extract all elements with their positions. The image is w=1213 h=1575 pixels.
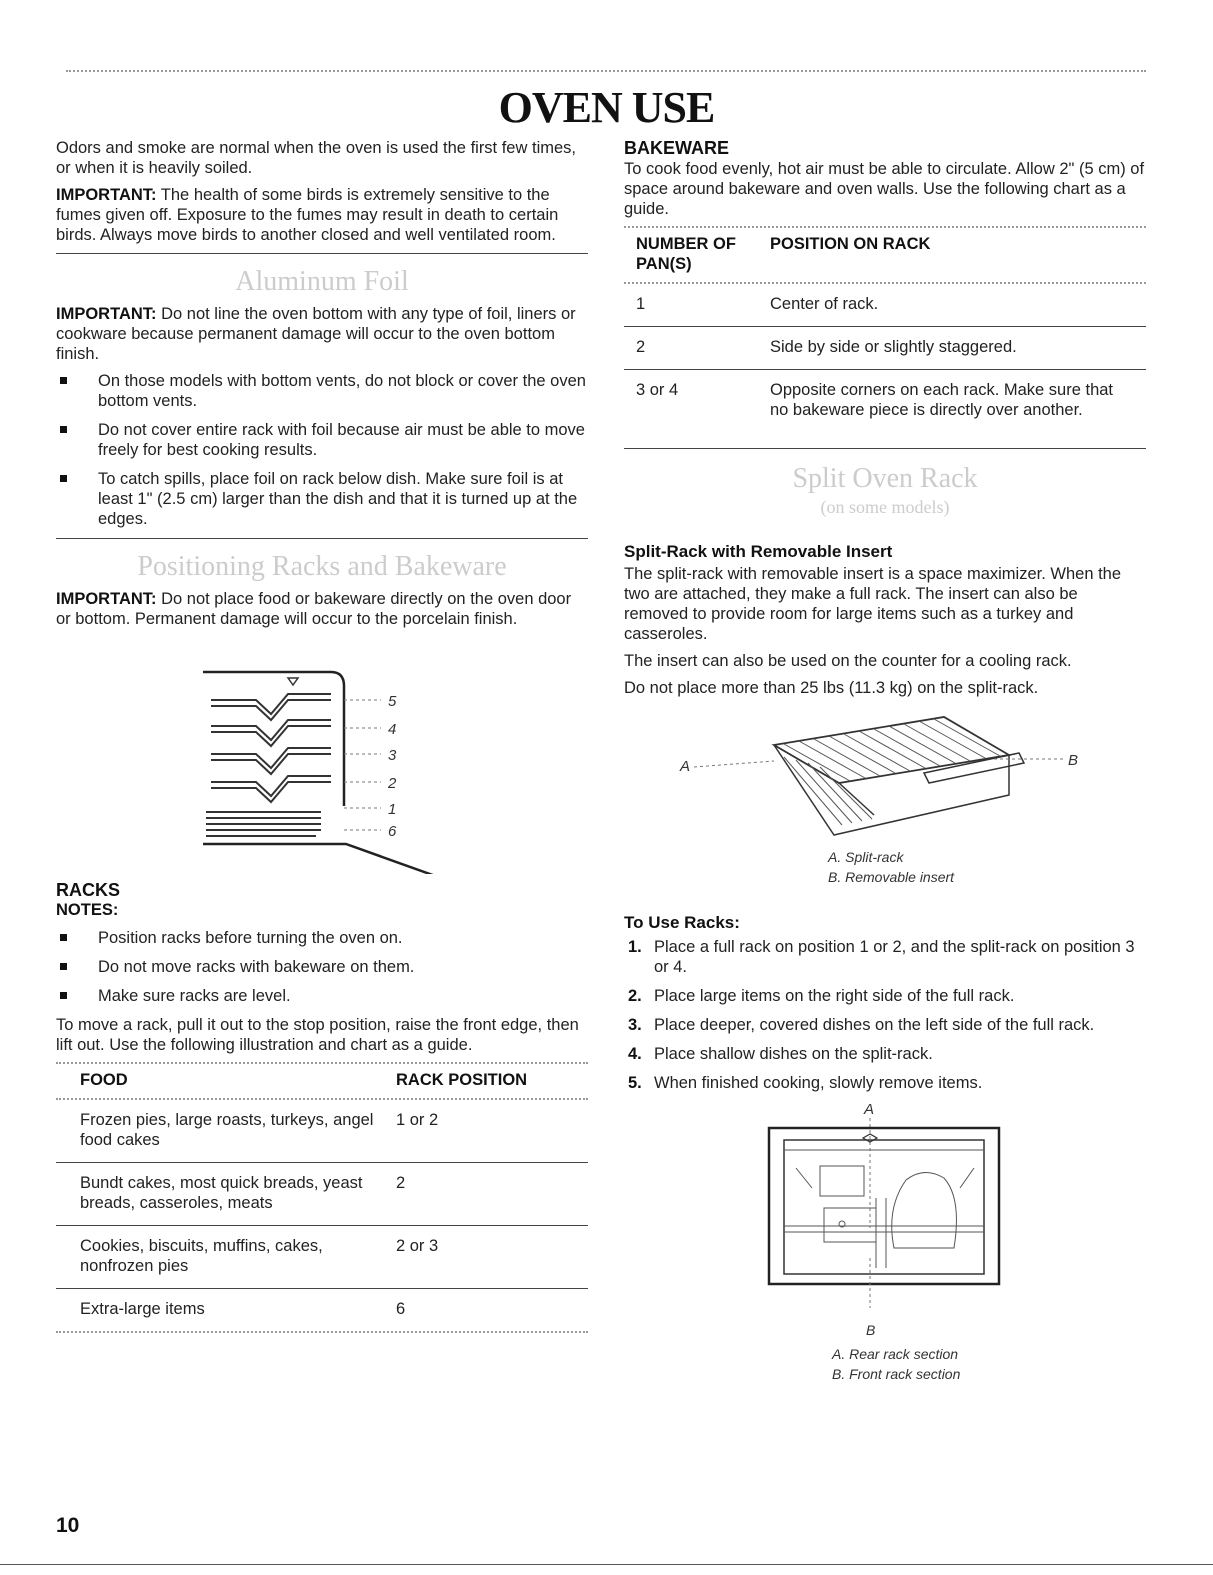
divider [56,538,588,539]
step-text: Place large items on the right side of the full rack. [654,987,1015,1005]
step-number: 1. [628,938,642,956]
split-rack-captions [624,847,1146,887]
table-row [56,1289,588,1333]
racks-heading: RACKS [56,880,121,900]
split-rack-paragraph: Do not place more than 25 lbs (11.3 kg) on the split-rack. [624,679,1039,697]
use-racks-steps [624,937,1146,1093]
split-rack-paragraph: The insert can also be used on the counter for a cooling rack. [624,652,1072,670]
figure-label-b: B [866,1322,876,1338]
list-item [624,1073,1146,1093]
step-text: Place shallow dishes on the split-rack. [654,1045,933,1063]
position-cell: Side by side or slightly staggered. [770,338,1017,356]
column-header-number-of-pans: NUMBER OF PAN(S) [636,235,736,273]
list-item: Do not move racks with bakeware on them. [56,957,588,977]
notes-list [56,928,588,1006]
caption-a: A. Split-rack [828,849,904,865]
oven-racks-illustration [624,1098,1146,1328]
figure-label-a: A [864,1101,875,1118]
notes-heading: NOTES: [56,901,119,919]
list-item [624,1015,1146,1035]
food-cell: Frozen pies, large roasts, turkeys, angel food cakes [80,1111,374,1149]
table-row [56,1226,588,1289]
figure-label-a: A [680,758,691,775]
food-cell: Cookies, biscuits, muffins, cakes, nonfrozen pies [80,1237,323,1275]
list-item: Make sure racks are level. [56,986,588,1006]
step-text: Place a full rack on position 1 or 2, and the split-rack on position 3 or 4. [654,938,1135,976]
top-dotted-rule [66,70,1146,72]
step-number: 4. [628,1045,642,1063]
food-cell: Extra-large items [80,1300,205,1318]
table-row [56,1100,588,1163]
pans-cell: 2 [636,338,646,356]
section-subtitle: (on some models) [820,497,950,517]
page-number: 10 [56,1514,80,1537]
move-rack-instructions: To move a rack, pull it out to the stop position, raise the front edge, then lift out. Use the following illustration and chart as a guide. [56,1016,579,1054]
position-cell: Opposite corners on each rack. Make sure that no bakeware piece is directly over another. [770,381,1114,419]
column-header-rack-position: RACK POSITION [396,1071,528,1089]
step-number: 5. [628,1074,642,1092]
birds-warning-text: The health of some birds is extremely sensitive to the fumes given off. Exposure to the fumes may result in death to certain birds. Always move birds to another closed and well ventilated room. [56,186,559,244]
oven-racks-captions [624,1320,1146,1384]
birds-warning [56,185,588,245]
use-racks-heading: To Use Racks: [624,913,740,932]
bakeware-heading: BAKEWARE [624,138,730,158]
table-header [56,1062,588,1100]
step-number: 3. [628,1016,642,1034]
positioning-important-text: Do not place food or bakeware directly on the oven door or bottom. Permanent damage will occur to the porcelain finish. [56,590,572,628]
list-item: On those models with bottom vents, do not block or cover the oven bottom vents. [56,371,588,411]
list-item [624,986,1146,1006]
right-column [624,138,1146,1384]
split-rack-illustration [624,705,1146,845]
important-label: IMPORTANT: [56,305,157,323]
bakeware-text: To cook food evenly, hot air must be able to circulate. Allow 2" (5 cm) of space around bakeware and oven walls. Use the following chart as a guide. [624,160,1145,218]
intro-paragraph: Odors and smoke are normal when the oven is used the first few times, or when it is heavily soiled. [56,139,576,177]
position-cell: 6 [396,1300,406,1318]
table-row [624,327,1146,370]
food-cell: Bundt cakes, most quick breads, yeast breads, casseroles, meats [80,1174,363,1212]
left-column [56,138,588,1333]
section-title-split-oven-rack: Split Oven Rack [792,463,978,494]
split-rack-heading: Split-Rack with Removable Insert [624,542,893,561]
figure-label-b: B [1068,752,1079,769]
table-row [56,1163,588,1226]
positioning-important [56,589,588,629]
caption-b: B. Front rack section [832,1366,961,1382]
section-title-aluminum-foil: Aluminum Foil [235,266,409,297]
divider [56,253,588,254]
step-number: 2. [628,987,642,1005]
rack-label-4: 4 [388,721,397,738]
column-header-position-on-rack: POSITION ON RACK [770,235,931,253]
position-cell: 2 or 3 [396,1237,439,1255]
step-text: When finished cooking, slowly remove items. [654,1074,983,1092]
step-text: Place deeper, covered dishes on the left side of the full rack. [654,1016,1095,1034]
list-item: Do not cover entire rack with foil because air must be able to move freely for best cooking results. [56,420,588,460]
caption-b: B. Removable insert [828,869,955,885]
rack-label-6: 6 [388,823,397,840]
position-cell: Center of rack. [770,295,879,313]
section-title-positioning: Positioning Racks and Bakeware [137,551,507,582]
rack-label-5: 5 [388,693,397,710]
important-label: IMPORTANT: [56,186,157,204]
split-rack-paragraph: The split-rack with removable insert is a space maximizer. When the two are attached, they make a full rack. The insert can also be removed to provide room for large items such as a turkey and casseroles. [624,565,1122,643]
table-row [624,370,1146,449]
foil-bullet-list [56,371,588,529]
position-cell: 1 or 2 [396,1111,439,1129]
rack-label-2: 2 [388,775,397,792]
rack-label-1: 1 [388,801,397,818]
pans-cell: 1 [636,295,646,313]
caption-a: A. Rear rack section [832,1346,959,1362]
table-header [624,226,1146,284]
foil-important [56,304,588,364]
list-item [624,1044,1146,1064]
rack-label-3: 3 [388,747,397,764]
column-header-food: FOOD [80,1071,128,1089]
rack-positions-illustration [56,636,588,874]
foil-important-text: Do not line the oven bottom with any type of foil, liners or cookware because permanent damage will occur to the oven bottom finish. [56,305,576,363]
bottom-rule [0,1564,1213,1565]
position-cell: 2 [396,1174,406,1192]
food-rack-table [56,1062,588,1333]
page-title: OVEN USE [498,83,715,132]
table-row [624,284,1146,327]
list-item [624,937,1146,977]
bakeware-table [624,226,1146,449]
important-label: IMPORTANT: [56,590,157,608]
list-item: Position racks before turning the oven on. [56,928,588,948]
pans-cell: 3 or 4 [636,381,679,399]
list-item: To catch spills, place foil on rack below dish. Make sure foil is at least 1" (2.5 cm) larger than the dish and that it is turned up at the edges. [56,469,588,529]
